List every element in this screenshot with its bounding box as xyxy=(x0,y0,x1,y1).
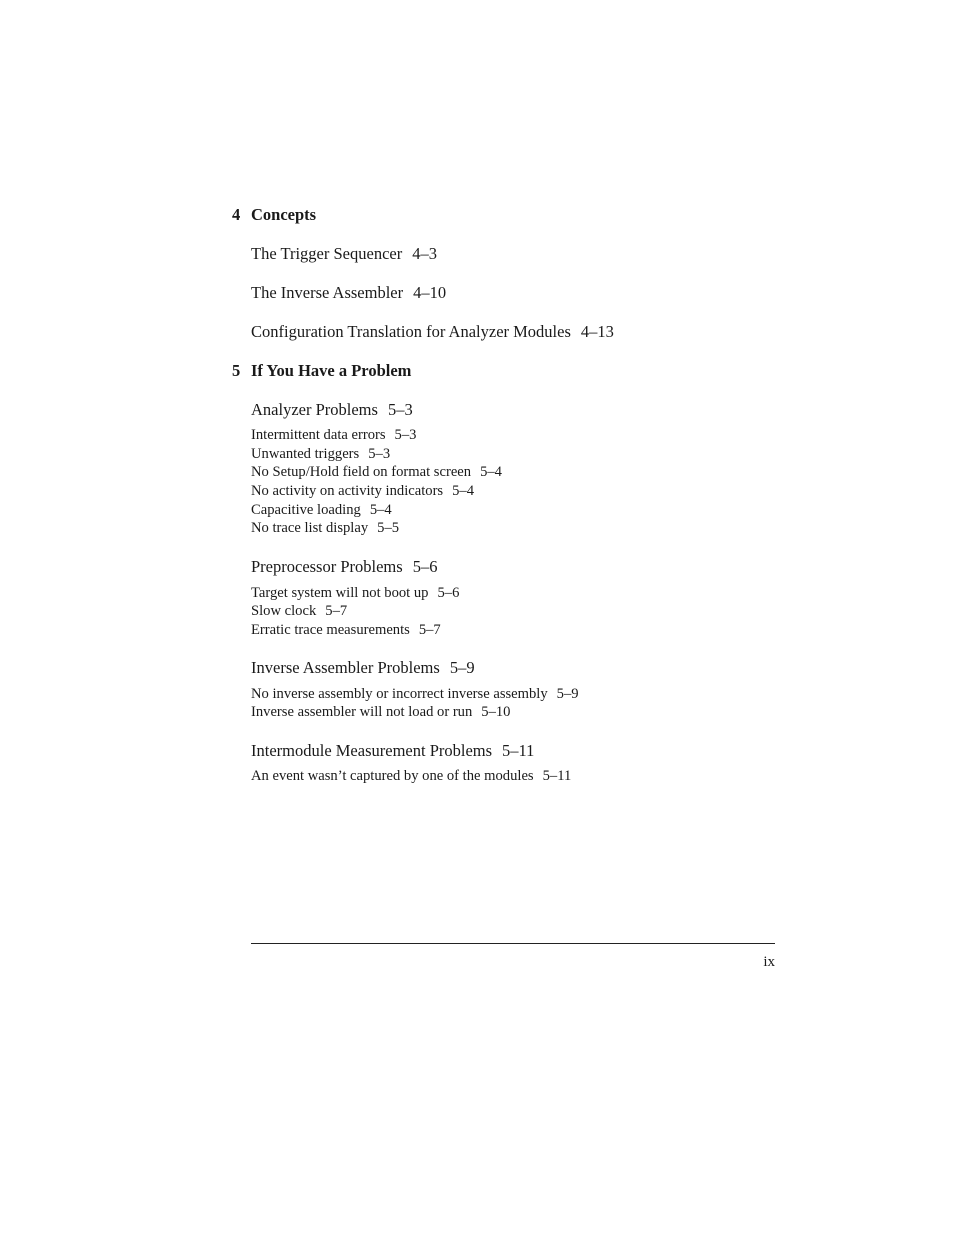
entry-page: 4–10 xyxy=(413,283,447,302)
item-title: Slow clock xyxy=(251,603,317,619)
section-page: 5–11 xyxy=(502,741,535,760)
toc-item[interactable] xyxy=(251,520,399,537)
toc-item[interactable] xyxy=(251,585,459,602)
item-page: 5–4 xyxy=(480,464,502,480)
item-title: Capacitive loading xyxy=(251,502,361,518)
footer-rule xyxy=(251,943,775,944)
toc-item[interactable] xyxy=(251,464,502,481)
item-title: Unwanted triggers xyxy=(251,446,360,462)
item-title: Target system will not boot up xyxy=(251,585,429,601)
section-page: 5–6 xyxy=(412,557,438,576)
section-page: 5–3 xyxy=(387,400,413,419)
item-title: No inverse assembly or incorrect inverse assembly xyxy=(251,686,548,702)
section-page: 5–9 xyxy=(449,658,475,677)
item-title: Inverse assembler will not load or run xyxy=(251,704,473,720)
toc-entry[interactable] xyxy=(251,322,614,342)
item-title: No Setup/Hold field on format screen xyxy=(251,464,472,480)
chapter-number: 4 xyxy=(232,205,241,224)
item-title: Erratic trace measurements xyxy=(251,622,410,638)
item-title: No activity on activity indicators xyxy=(251,483,444,499)
toc-section-inverse-assembler-problems[interactable] xyxy=(251,658,475,678)
item-page: 5–5 xyxy=(377,520,400,536)
toc-item[interactable] xyxy=(251,446,390,463)
entry-title: The Inverse Assembler xyxy=(251,283,404,302)
toc-entry[interactable] xyxy=(251,283,446,303)
toc-item[interactable] xyxy=(251,768,571,785)
toc-item[interactable] xyxy=(251,603,347,620)
toc-item[interactable] xyxy=(251,622,441,639)
entry-page: 4–3 xyxy=(412,244,437,263)
item-page: 5–11 xyxy=(542,768,572,784)
item-page: 5–6 xyxy=(437,585,460,601)
entry-title: The Trigger Sequencer xyxy=(251,244,403,263)
item-page: 5–10 xyxy=(481,704,511,720)
entry-title: Configuration Translation for Analyzer Modules xyxy=(251,322,571,341)
item-page: 5–9 xyxy=(556,686,579,702)
chapter-title: Concepts xyxy=(251,205,317,224)
section-title: Preprocessor Problems xyxy=(251,557,403,576)
section-title: Analyzer Problems xyxy=(251,400,378,419)
item-page: 5–7 xyxy=(418,622,441,638)
toc-section-intermodule-measurement-problems[interactable] xyxy=(251,741,534,761)
toc-item[interactable] xyxy=(251,686,579,703)
toc-item[interactable] xyxy=(251,427,416,444)
item-title: Intermittent data errors xyxy=(251,427,386,443)
toc-section-analyzer-problems[interactable] xyxy=(251,400,413,420)
section-title: Inverse Assembler Problems xyxy=(251,658,440,677)
toc-entry[interactable] xyxy=(251,244,437,264)
section-title: Intermodule Measurement Problems xyxy=(251,741,493,760)
chapter-5-heading xyxy=(232,361,411,381)
toc-item[interactable] xyxy=(251,502,392,519)
toc-section-preprocessor-problems[interactable] xyxy=(251,557,437,577)
item-page: 5–7 xyxy=(325,603,348,619)
entry-page: 4–13 xyxy=(580,322,614,341)
item-page: 5–3 xyxy=(394,427,417,443)
item-page: 5–4 xyxy=(369,502,392,518)
page-number: ix xyxy=(763,954,775,970)
item-title: An event wasn’t captured by one of the modules xyxy=(251,768,534,784)
chapter-title: If You Have a Problem xyxy=(251,361,412,380)
item-title: No trace list display xyxy=(251,520,369,536)
toc-item[interactable] xyxy=(251,704,510,721)
toc-item[interactable] xyxy=(251,483,474,500)
item-page: 5–4 xyxy=(452,483,474,499)
item-page: 5–3 xyxy=(368,446,391,462)
chapter-4-heading xyxy=(232,205,316,225)
chapter-number: 5 xyxy=(232,361,241,380)
